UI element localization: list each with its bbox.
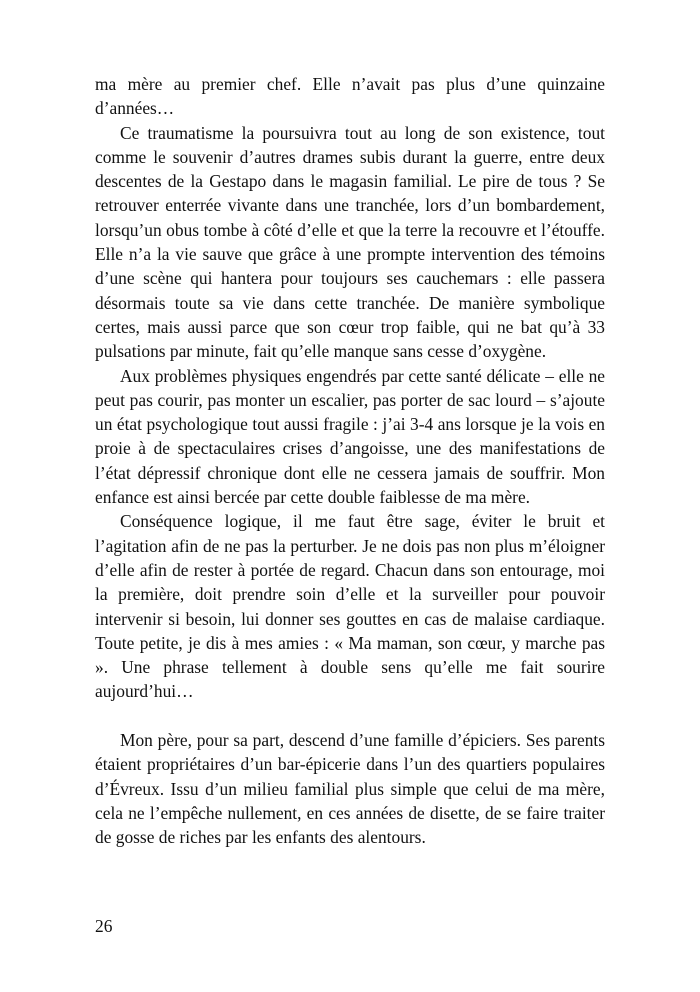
paragraph-continuation: ma mère au premier chef. Elle n’avait pas plus d’une quinzaine d’années… — [95, 74, 605, 119]
paragraph-trauma: Ce traumatisme la poursuivra tout au long de son existence, tout comme le souvenir d’autres drames subis durant la guerre, entre deux descentes de la Gestapo dans le magasin familial. Le pire de tous ? Se retrouver enterrée vivante dans une tranchée, lors d’un bombardement, lorsqu’un obus tombe à côté d’elle et que la terre la recouvre et l’étouffe. Elle n’a la vie sauve que grâce à une prompte intervention des témoins d’une scène qui hantera pour toujours ses cauchemars : elle passera désormais toute sa vie dans cette tranchée. De manière symbolique certes, mais aussi parce que son cœur trop faible, qui ne bat qu’à 33 pulsations par minute, fait qu’elle manque sans cesse d’oxygène. — [95, 122, 605, 362]
page-number: 26 — [95, 916, 113, 936]
paragraph-health: Aux problèmes physiques engendrés par cette santé délicate – elle ne peut pas courir, pas monter un escalier, pas porter de sac lourd – s’ajoute un état psychologique tout aussi fragile : j’ai 3-4 ans lorsque je la vois en proie à de spectaculaires crises d’angoisse, une des manifestations de l’état dépressif chronique dont elle ne cessera jamais de souffrir. Mon enfance est ainsi bercée par cette double faiblesse de ma mère. — [95, 365, 605, 508]
paragraph-father: Mon père, pour sa part, descend d’une famille d’épiciers. Ses parents étaient propriétaires d’un bar-épicerie dans l’un des quartiers populaires d’Évreux. Issu d’un milieu familial plus simple que celui de ma mère, cela ne l’empêche nullement, en ces années de disette, de se faire traiter de gosse de riches par les enfants des alentours. — [95, 730, 605, 848]
paragraph-consequence: Conséquence logique, il me faut être sage, éviter le bruit et l’agitation afin de ne pas la perturber. Je ne dois pas non plus m’éloigner d’elle afin de rester à portée de regard. Chacun dans son entourage, moi la première, doit prendre soin d’elle et la surveiller pour pouvoir intervenir si besoin, lui donner ses gouttes en cas de malaise cardiaque. Toute petite, je dis à mes amies : « Ma maman, son cœur, y marche pas ». Une phrase tellement à double sens qu’elle me fait sourire aujourd’hui… — [95, 511, 605, 702]
body-text — [95, 72, 605, 850]
